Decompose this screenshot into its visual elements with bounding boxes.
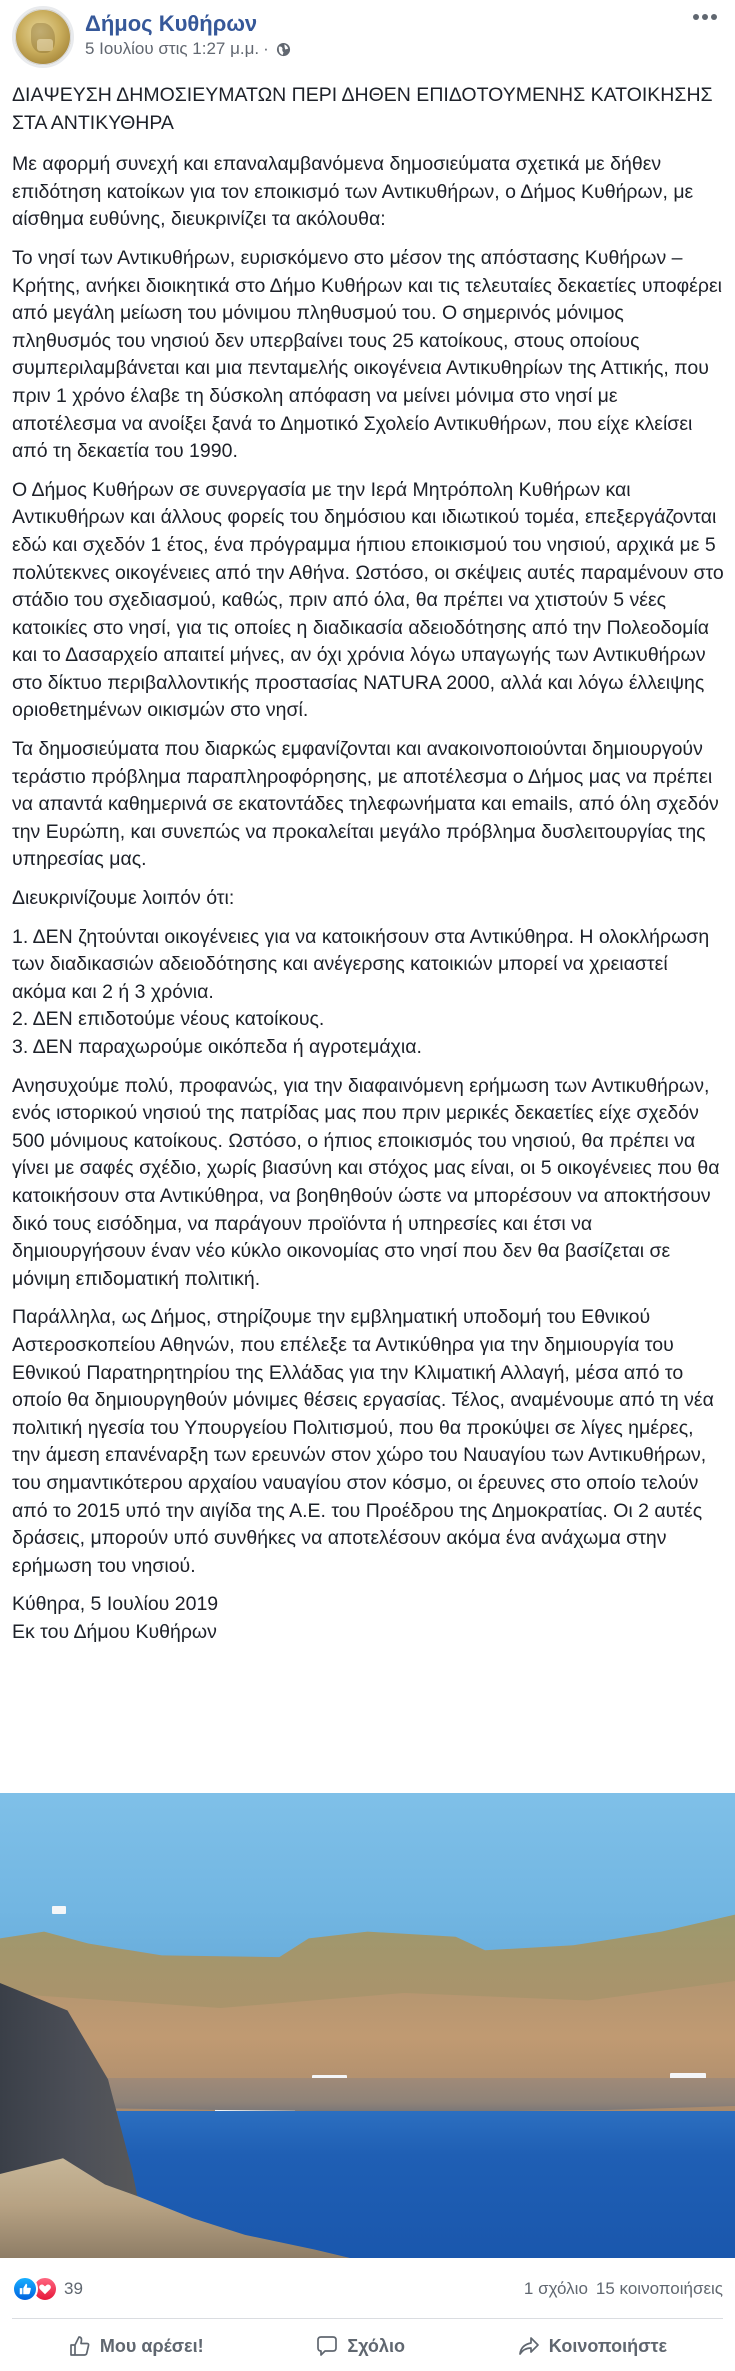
paragraph: Ανησυχούμε πολύ, προφανώς, για την διαφαινόμενη ερήμωση των Αντικυθήρων, ενός ιστορικού νησιού της πατρίδας μας που πριν μερικές δεκαετίες είχε σχεδόν 500 μόνιμους κατοίκους. Ωστόσο, ο ήπιος εποικισμός του νησιού, θα πρέπει να γίνει με σαφές σχέδιο, χωρίς βιασύνη και στόχος μας είναι, οι 5 οικογένειες που θα κατοικήσουν στα Αντικύθηρα, να βοηθηθούν ώστε να μπορέσουν να αποκτήσουν δικό τους εισόδημα, να παράγουν προϊόντα ή υπηρεσίες και έτσι να δημιουργήσουν έναν νέο κύκλο οικονομίας στο νησί που δεν θα βασίζεται σε μόνιμη επιδοματική πολιτική. (12, 1074, 720, 1290)
reactions-summary[interactable] (12, 2276, 83, 2302)
thumbs-up-icon (68, 2334, 92, 2358)
list-item: 1. ΔΕΝ ζητούνται οικογένειες για να κατοικήσουν στα Αντικύθηρα. Η ολοκλήρωση των διαδικασιών αδειοδότησης και ανέγερσης κατοικιών μπορεί να χρειαστεί ακόμα και 2 ή 3 χρόνια. (12, 925, 710, 1003)
share-count-link[interactable]: 15 κοινοποιήσεις (595, 2279, 723, 2298)
post-actions (12, 2324, 723, 2368)
share-button[interactable] (517, 2334, 667, 2358)
actions-divider (12, 2318, 723, 2319)
post-meta (85, 39, 291, 59)
post-timestamp[interactable]: 5 Ιουλίου στις 1:27 μ.μ. (85, 39, 260, 58)
share-button-label: Κοινοποιήστε (548, 2335, 668, 2356)
list-item: 3. ΔΕΝ παραχωρούμε οικόπεδα ή αγροτεμάχια. (12, 1036, 422, 1058)
paragraph: Παράλληλα, ως Δήμος, στηρίζουμε την εμβληματική υποδομή του Εθνικού Αστεροσκοπείου Αθηνών, που επέλεξε τα Αντικύθηρα για την δημιουργία του Εθνικού Παρατηρητηρίου της Ελλάδας για την Κλιματική Αλλαγή, μέσα από το οποίο θα δημιουργηθούν μόνιμες θέσεις εργασίας. Τέλος, αναμένουμε από τη νέα πολιτική ηγεσία του Υπουργείου Πολιτισμού, που θα προκύψει σε λίγες ημέρες, την άμεση επανέναρξη των ερευνών στον χώρο του Ναυαγίου των Αντικυθήρων, του σημαντικότερου αρχαίου ναυαγίου στον κόσμο, οι έρευνες στο οποίο τελούν από το 2015 υπό την αιγίδα της Α.Ε. του Προέδρου της Δημοκρατίας. Οι 2 αυτές δράσεις, μπορούν υπό συνθήκες να αποτελέσουν ακόμα ένα ανάχωμα στην ερήμωση του νησιού. (12, 1306, 714, 1577)
paragraph: Τα δημοσιεύματα που διαρκώς εμφανίζονται και ανακοινοποιούνται δημιουργούν τεράστιο πρόβλημα παραπληροφόρησης, με αποτέλεσμα ο Δήμος μας να πρέπει να απαντά καθημερινά σε εκατοντάδες τηλεφωνήματα και emails, από όλη σχεδόν την Ευρώπη, και συνεπώς να προκαλείται μεγάλο πρόβλημα δυσλειτουργίας της υπηρεσίας μας. (12, 738, 719, 871)
signature (12, 1591, 724, 1646)
comment-button-label: Σχόλιο (347, 2335, 405, 2356)
globe-icon[interactable] (276, 42, 291, 57)
list-item: 2. ΔΕΝ επιδοτούμε νέους κατοίκους. (12, 1008, 325, 1031)
like-button[interactable] (68, 2334, 204, 2358)
paragraph: Το νησί των Αντικυθήρων, ευρισκόμενο στο μέσον της απόστασης Κυθήρων – Κρήτης, ανήκει διοικητικά στο Δήμο Κυθήρων και τις τελευταίες δεκαετίες υποφέρει από μεγάλη μείωση του μόνιμου πληθυσμού του. Ο σημερινός μόνιμος πληθυσμός του νησιού δεν υπερβαίνει τους 25 κατοίκους, στους οποίους συμπεριλαμβάνεται και μια πενταμελής οικογένεια Αντικυθηρίων της Αττικής, που πριν 1 χρόνο έλαβε τη δύσκολη απόφαση να μείνει μόνιμα στο νησί με αποτέλεσμα να ανοίξει ξανά το Δημοτικό Σχολείο Αντικυθήρων, που είχε κλείσει από τη δεκαετία του 1990. (12, 246, 722, 463)
photo-house (52, 1906, 66, 1914)
paragraph: Διευκρινίζουμε λοιπόν ότι: (12, 887, 235, 910)
comment-count-link[interactable]: 1 σχόλιο (523, 2279, 588, 2298)
like-button-label: Μου αρέσει! (99, 2335, 204, 2356)
comment-button[interactable] (315, 2334, 405, 2358)
post-title: ΔΙΑΨΕΥΣΗ ΔΗΜΟΣΙΕΥΜΑΤΩΝ ΠΕΡΙ ΔΗΘΕΝ ΕΠΙΔΟΤΟΥΜΕΝΗΣ ΚΑΤΟΙΚΗΣΗΣ ΣΤΑ ΑΝΤΙΚΥΘΗΡΑ (12, 84, 713, 134)
page-name-link[interactable]: Δήμος Κυθήρων (85, 11, 258, 36)
clarification-list (12, 924, 724, 1062)
post-header (0, 0, 735, 80)
post-stats (12, 2274, 723, 2304)
post-body (12, 82, 724, 1646)
more-options-icon[interactable] (693, 14, 717, 20)
comment-icon (315, 2334, 339, 2358)
reaction-count: 39 (64, 2279, 83, 2298)
paragraph: Με αφορμή συνεχή και επαναλαμβανόμενα δημοσιεύματα σχετικά με δήθεν επιδότηση κατοίκων για τον εποικισμό των Αντικυθήρων, ο Δήμος Κυθήρων, με αίσθημα ευθύνης, διευκρινίζει τα ακόλουθα: (12, 153, 694, 231)
engagement-counts (524, 2279, 723, 2299)
paragraph: Ο Δήμος Κυθήρων σε συνεργασία με την Ιερά Μητρόπολη Κυθήρων και Αντικυθήρων και άλλους φορείς του δημόσιου και ιδιωτικού τομέα, επεξεργάζονται εδώ και σχεδόν 1 έτος, ένα πρόγραμμα ήπιου εποικισμού του νησιού, αρχικά με 5 πολύτεκνες οικογένειες από την Αθήνα. Ωστόσο, οι σκέψεις αυτές παραμένουν στο στάδιο του σχεδιασμού, καθώς, πριν από όλα, θα πρέπει να χτιστούν 5 νέες κατοικίες στο νησί, για τις οποίες η διαδικασία αδειοδότησης από την Πολεοδομία και το Δασαρχείο απαιτεί μήνες, αν όχι χρόνια λόγω υπαγωγής των Αντικυθήρων στο δίκτυο περιβαλλοντικής προστασίας NATURA 2000, αλλά και λόγω έλλειψης οριοθετημένων οικισμών στο νησί. (12, 478, 724, 722)
page-avatar[interactable] (12, 6, 74, 68)
post-photo[interactable] (0, 1793, 735, 2258)
meta-separator: · (263, 39, 269, 58)
like-reaction-icon (12, 2276, 38, 2302)
signature-from: Εκ του Δήμου Κυθήρων (12, 1620, 217, 1643)
share-icon (517, 2334, 541, 2358)
signature-place-date: Κύθηρα, 5 Ιουλίου 2019 (12, 1593, 219, 1616)
